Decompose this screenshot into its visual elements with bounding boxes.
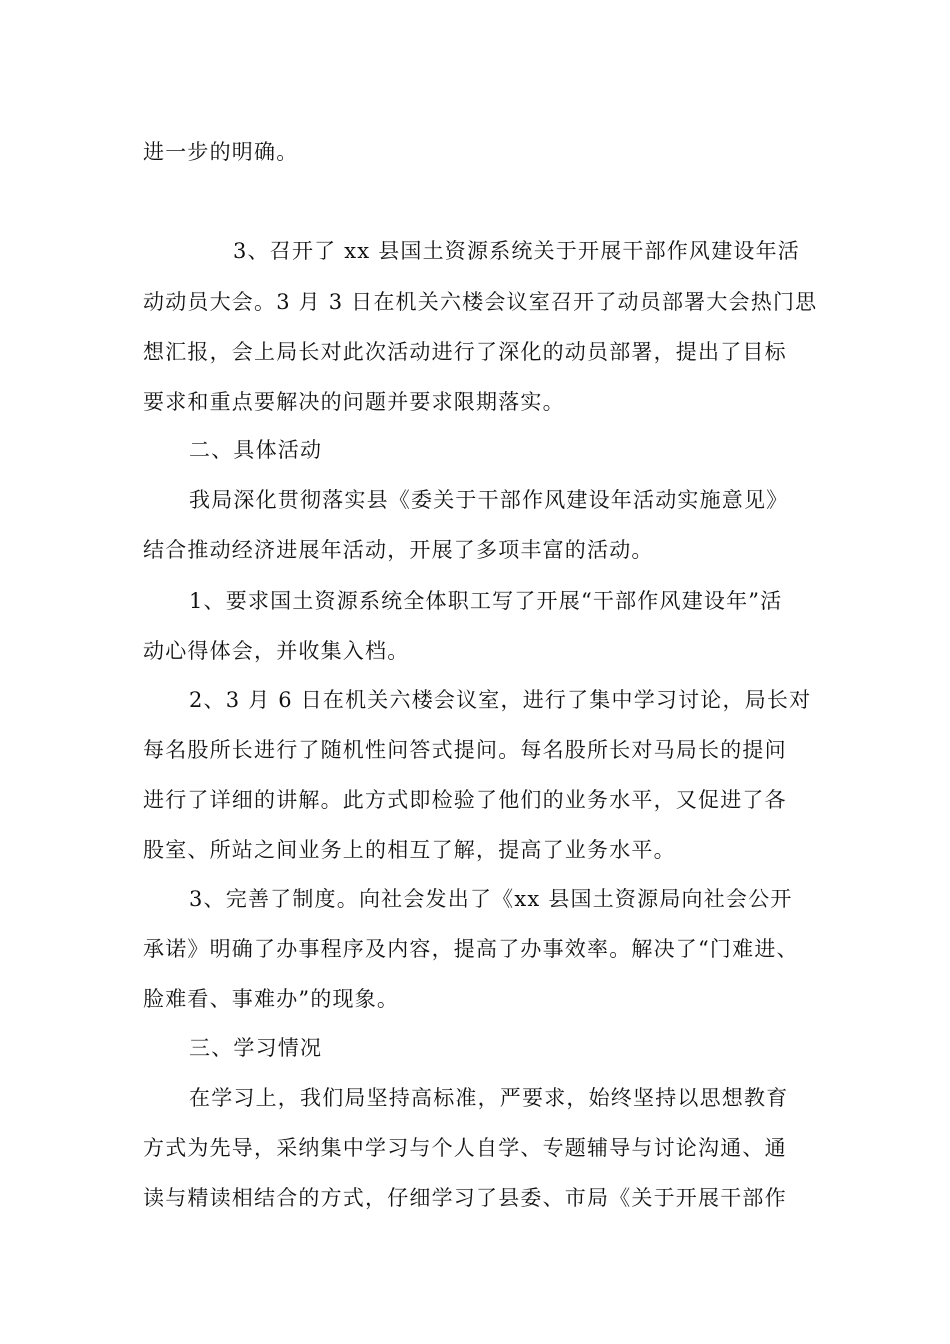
text-line: 股室、所站之间业务上的相互了解，提高了业务水平。 — [143, 838, 676, 862]
text-line: 承诺》明确了办事程序及内容，提高了办事效率。解决了“门难进、 — [143, 937, 799, 961]
text-line-continuation: 进一步的明确。 — [143, 140, 299, 164]
section-heading-3: 三、学习情况 — [189, 1036, 323, 1060]
text-line: 要求和重点要解决的问题并要求限期落实。 — [143, 390, 565, 414]
text-line: 进行了详细的讲解。此方式即检验了他们的业务水平，又促进了各 — [143, 788, 787, 812]
text-line: 读与精读相结合的方式，仔细学习了县委、市局《关于开展干部作 — [143, 1186, 787, 1210]
text-line: 想汇报，会上局长对此次活动进行了深化的动员部署，提出了目标 — [143, 340, 787, 364]
text-line: 每名股所长进行了随机性问答式提问。每名股所长对马局长的提问 — [143, 738, 787, 762]
paragraph-start: 在学习上，我们局坚持高标准，严要求，始终坚持以思想教育 — [189, 1086, 789, 1110]
text-line: 结合推动经济进展年活动，开展了多项丰富的活动。 — [143, 538, 654, 562]
text-line: 动心得体会，并收集入档。 — [143, 639, 410, 663]
text-line: 脸难看、事难办”的现象。 — [143, 987, 400, 1011]
text-line: 方式为先导，采纳集中学习与个人自学、专题辅导与讨论沟通、通 — [143, 1136, 787, 1160]
list-item-1-start: 1、要求国土资源系统全体职工写了开展“干部作风建设年”活 — [189, 589, 783, 613]
text-line-item-3-start: 3、召开了 xx 县国土资源系统关于开展干部作风建设年活 — [233, 239, 800, 263]
list-item-3-start: 3、完善了制度。向社会发出了《xx 县国土资源局向社会公开 — [189, 887, 793, 911]
list-item-2-start: 2、3 月 6 日在机关六楼会议室，进行了集中学习讨论，局长对 — [189, 688, 812, 712]
section-heading-2: 二、具体活动 — [189, 438, 323, 462]
paragraph-start: 我局深化贯彻落实县《委关于干部作风建设年活动实施意见》 — [189, 488, 789, 512]
text-line: 动动员大会。3 月 3 日在机关六楼会议室召开了动员部署大会热门思 — [143, 290, 818, 314]
